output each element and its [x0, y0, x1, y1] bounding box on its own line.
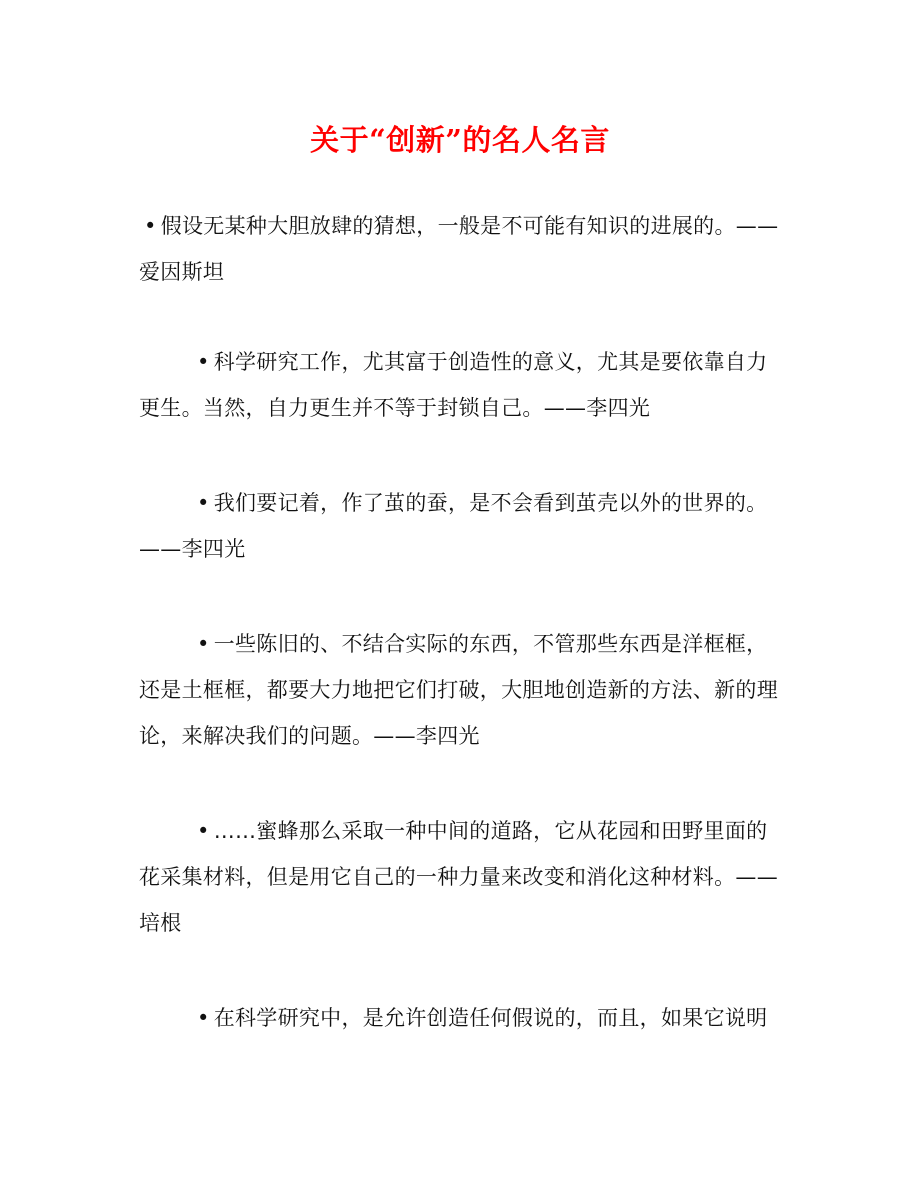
bullet-icon: •: [197, 632, 210, 656]
quote-4: [139, 621, 781, 759]
bullet-icon: •: [144, 214, 157, 238]
quote-5: [139, 808, 781, 946]
quote-1: [139, 203, 781, 295]
quote-text: 科学研究工作，尤其富于创造性的意义，尤其是要依靠自力更生。当然，自力更生并不等于封锁自己。——李四光: [139, 350, 768, 420]
bullet-icon: •: [197, 1006, 210, 1030]
quote-text: 我们要记着，作了茧的蚕，是不会看到茧壳以外的世界的。——李四光: [139, 491, 768, 561]
quote-text: 在科学研究中，是允许创造任何假说的，而且，如果它说明: [213, 1006, 768, 1030]
bullet-icon: •: [197, 491, 210, 515]
quote-6: [139, 995, 781, 1041]
quote-3: [139, 480, 781, 572]
bullet-icon: •: [197, 819, 210, 843]
page-title: 关于“创新”的名人名言: [310, 123, 610, 157]
quote-2: [139, 339, 781, 431]
bullet-icon: •: [197, 350, 210, 374]
quote-text: 假设无某种大胆放肆的猜想，一般是不可能有知识的进展的。——爱因斯坦: [139, 214, 779, 284]
quote-text: ……蜜蜂那么采取一种中间的道路，它从花园和田野里面的花采集材料，但是用它自己的一种力量来改变和消化这种材料。——培根: [139, 819, 778, 935]
quote-text: 一些陈旧的、不结合实际的东西，不管那些东西是洋框框，还是土框框，都要大力地把它们打破，大胆地创造新的方法、新的理论，来解决我们的问题。——李四光: [139, 632, 778, 748]
